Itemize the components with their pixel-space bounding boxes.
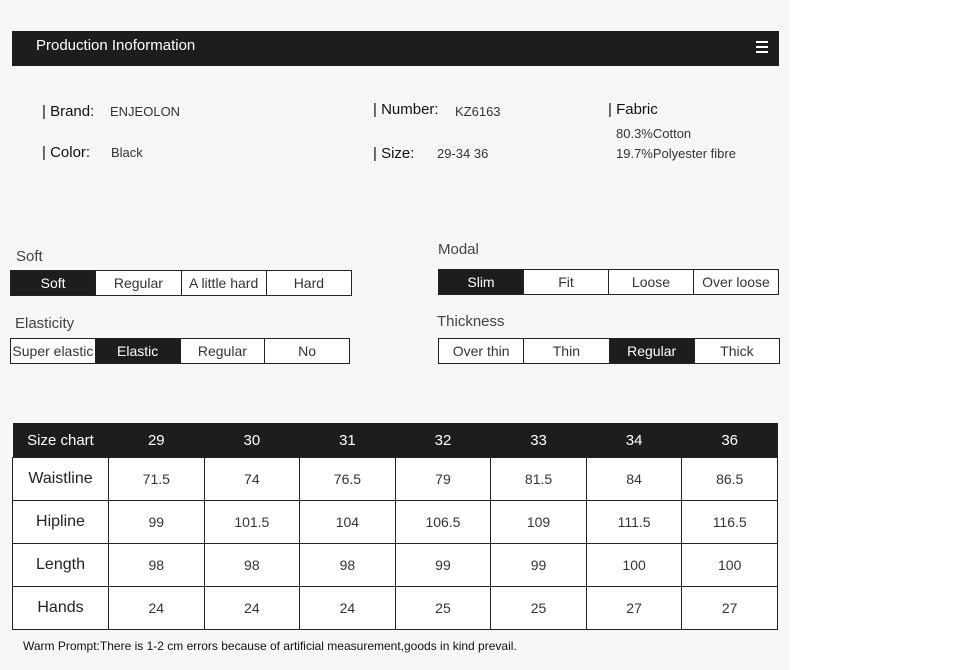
row-label: Length	[13, 544, 109, 587]
table-cell: 99	[395, 544, 491, 587]
table-cell: 71.5	[109, 458, 205, 501]
table-cell: 25	[491, 587, 587, 630]
brand-value: ENJEOLON	[110, 104, 181, 119]
size-field	[373, 145, 489, 162]
fabric-line: 19.7%Polyester fibre	[616, 146, 736, 161]
brand-field	[42, 103, 181, 120]
table-cell: 74	[204, 458, 300, 501]
size-column-header: 30	[204, 423, 300, 458]
table-cell: 24	[300, 587, 396, 630]
color-label: | Color:	[42, 144, 91, 161]
table-cell: 100	[586, 544, 682, 587]
color-field	[42, 144, 143, 161]
number-value: KZ6163	[455, 104, 501, 119]
row-label: Hands	[13, 587, 109, 630]
brand-label: | Brand:	[42, 103, 95, 120]
number-field	[373, 101, 501, 119]
modal-option[interactable]: Loose	[608, 270, 693, 294]
table-cell: 98	[109, 544, 205, 587]
size-column-header: 31	[300, 423, 396, 458]
soft-option[interactable]: Soft	[11, 271, 95, 295]
size-column-header: 33	[491, 423, 587, 458]
table-cell: 98	[300, 544, 396, 587]
thickness-option[interactable]: Thin	[523, 339, 608, 363]
size-column-header: 36	[682, 423, 778, 458]
size-chart-header: Size chart	[13, 423, 109, 458]
elasticity-title: Elasticity	[15, 315, 75, 332]
table-cell: 101.5	[204, 501, 300, 544]
table-cell: 100	[682, 544, 778, 587]
section-header	[12, 31, 779, 66]
thickness-option[interactable]: Regular	[609, 339, 694, 363]
size-column-header: 29	[109, 423, 205, 458]
table-cell: 106.5	[395, 501, 491, 544]
elasticity-selector	[10, 338, 350, 364]
color-value: Black	[111, 145, 143, 160]
table-cell: 27	[682, 587, 778, 630]
modal-selector	[438, 269, 779, 295]
fabric-field	[608, 101, 658, 118]
elasticity-option[interactable]: Elastic	[95, 339, 180, 363]
elasticity-option[interactable]: No	[264, 339, 349, 363]
table-cell: 24	[109, 587, 205, 630]
table-cell: 79	[395, 458, 491, 501]
modal-option[interactable]: Over loose	[693, 270, 778, 294]
elasticity-option[interactable]: Super elastic	[12, 343, 94, 359]
table-row	[13, 501, 778, 544]
table-cell: 25	[395, 587, 491, 630]
table-row	[13, 587, 778, 630]
section-title: Production Inoformation	[36, 37, 196, 54]
table-cell: 24	[204, 587, 300, 630]
warm-prompt: Warm Prompt:There is 1-2 cm errors because of artificial measurement,goods in kind prevail.	[23, 639, 517, 653]
size-chart-table	[12, 423, 778, 630]
thickness-option[interactable]: Thick	[694, 339, 779, 363]
elasticity-option[interactable]: Regular	[180, 339, 265, 363]
fabric-label: | Fabric	[608, 101, 658, 118]
soft-title: Soft	[16, 248, 43, 265]
table-cell: 84	[586, 458, 682, 501]
table-cell: 27	[586, 587, 682, 630]
table-cell: 109	[491, 501, 587, 544]
modal-option[interactable]: Slim	[439, 270, 523, 294]
table-cell: 86.5	[682, 458, 778, 501]
size-column-header: 34	[586, 423, 682, 458]
table-cell: 111.5	[586, 501, 682, 544]
size-value: 29-34 36	[437, 146, 489, 161]
fabric-line: 80.3%Cotton	[616, 126, 692, 141]
menu-icon[interactable]	[756, 41, 768, 55]
soft-selector	[10, 270, 352, 296]
row-label: Hipline	[13, 501, 109, 544]
table-cell: 116.5	[682, 501, 778, 544]
modal-option[interactable]: Fit	[523, 270, 608, 294]
size-label: | Size:	[373, 145, 415, 162]
table-cell: 81.5	[491, 458, 587, 501]
table-cell: 99	[491, 544, 587, 587]
table-row	[13, 544, 778, 587]
table-row	[13, 458, 778, 501]
size-chart-header-row	[13, 423, 778, 458]
soft-option[interactable]: Hard	[266, 271, 351, 295]
table-cell: 99	[109, 501, 205, 544]
table-cell: 104	[300, 501, 396, 544]
modal-title: Modal	[438, 241, 479, 258]
table-cell: 98	[204, 544, 300, 587]
thickness-option[interactable]: Over thin	[452, 343, 510, 359]
row-label: Waistline	[13, 458, 109, 501]
thickness-selector	[438, 338, 780, 364]
soft-option[interactable]: A little hard	[181, 271, 266, 295]
table-cell: 76.5	[300, 458, 396, 501]
thickness-title: Thickness	[437, 313, 505, 330]
number-label: | Number:	[373, 101, 439, 118]
size-column-header: 32	[395, 423, 491, 458]
soft-option[interactable]: Regular	[95, 271, 180, 295]
